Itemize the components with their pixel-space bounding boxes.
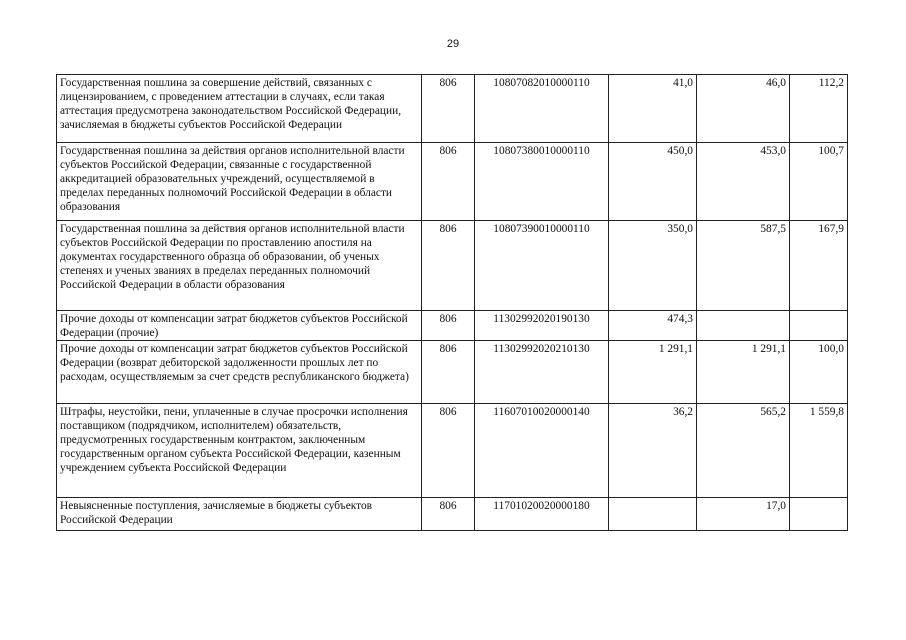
table-row xyxy=(57,341,848,404)
revenue-name-cell: Невыясненные поступления, зачисляемые в бюджеты субъектов Российской Федерации xyxy=(57,498,422,531)
revenue-name-cell: Государственная пошлина за действия органов исполнительной власти субъектов Российской Федерации, связанные с государственной аккредитацией образовательных учреждений, осуществляемой в пределах переданных полномочий Российской Федерации в области образования xyxy=(57,143,422,221)
percent-value-cell xyxy=(790,311,848,341)
revenue-name-cell: Прочие доходы от компенсации затрат бюджетов субъектов Российской Федерации (прочие) xyxy=(57,311,422,341)
percent-value-cell xyxy=(790,498,848,531)
plan-value-cell: 1 291,1 xyxy=(609,341,697,404)
table-row xyxy=(57,221,848,311)
plan-value-cell xyxy=(609,498,697,531)
table-row xyxy=(57,498,848,531)
revenue-name-cell: Государственная пошлина за действия органов исполнительной власти субъектов Российской Федерации по проставлению апостиля на документах государственного образца об образовании, об ученых степенях и ученых званиях в пределах переданных полномочий Российской Федерации в области образования xyxy=(57,221,422,311)
admin-code-cell: 806 xyxy=(422,341,475,404)
page-number: 29 xyxy=(446,38,460,50)
budget-code-cell: 11302992020210130 xyxy=(475,341,609,404)
plan-value-cell: 350,0 xyxy=(609,221,697,311)
budget-code-cell: 10807082010000110 xyxy=(475,75,609,143)
table-row xyxy=(57,75,848,143)
plan-value-cell: 450,0 xyxy=(609,143,697,221)
revenue-name-cell: Штрафы, неустойки, пени, уплаченные в случае просрочки исполнения поставщиком (подрядчиком, исполнителем) обязательств, предусмотренных государственным контрактом, заключенным государственным органом субъекта Российской Федерации, казенным учреждением субъекта Российской Федерации xyxy=(57,404,422,498)
fact-value-cell: 17,0 xyxy=(697,498,790,531)
budget-code-cell: 11302992020190130 xyxy=(475,311,609,341)
budget-code-cell: 11701020020000180 xyxy=(475,498,609,531)
revenue-name-cell: Прочие доходы от компенсации затрат бюджетов субъектов Российской Федерации (возврат дебиторской задолженности прошлых лет по расходам, осуществляемым за счет средств республиканского бюджета) xyxy=(57,341,422,404)
budget-code-cell: 10807390010000110 xyxy=(475,221,609,311)
fact-value-cell: 587,5 xyxy=(697,221,790,311)
table-row xyxy=(57,143,848,221)
admin-code-cell: 806 xyxy=(422,143,475,221)
admin-code-cell: 806 xyxy=(422,404,475,498)
fact-value-cell xyxy=(697,311,790,341)
percent-value-cell: 100,7 xyxy=(790,143,848,221)
percent-value-cell: 1 559,8 xyxy=(790,404,848,498)
admin-code-cell: 806 xyxy=(422,221,475,311)
percent-value-cell: 112,2 xyxy=(790,75,848,143)
fact-value-cell: 46,0 xyxy=(697,75,790,143)
budget-code-cell: 11607010020000140 xyxy=(475,404,609,498)
fact-value-cell: 1 291,1 xyxy=(697,341,790,404)
admin-code-cell: 806 xyxy=(422,75,475,143)
table-row xyxy=(57,311,848,341)
fact-value-cell: 565,2 xyxy=(697,404,790,498)
admin-code-cell: 806 xyxy=(422,498,475,531)
revenue-table xyxy=(56,74,848,531)
plan-value-cell: 474,3 xyxy=(609,311,697,341)
table-row xyxy=(57,404,848,498)
fact-value-cell: 453,0 xyxy=(697,143,790,221)
plan-value-cell: 41,0 xyxy=(609,75,697,143)
revenue-name-cell: Государственная пошлина за совершение действий, связанных с лицензированием, с проведением аттестации в случаях, если такая аттестация предусмотрена законодательством Российской Федерации, зачисляемая в бюджеты субъектов Российской Федерации xyxy=(57,75,422,143)
percent-value-cell: 167,9 xyxy=(790,221,848,311)
plan-value-cell: 36,2 xyxy=(609,404,697,498)
budget-code-cell: 10807380010000110 xyxy=(475,143,609,221)
admin-code-cell: 806 xyxy=(422,311,475,341)
percent-value-cell: 100,0 xyxy=(790,341,848,404)
